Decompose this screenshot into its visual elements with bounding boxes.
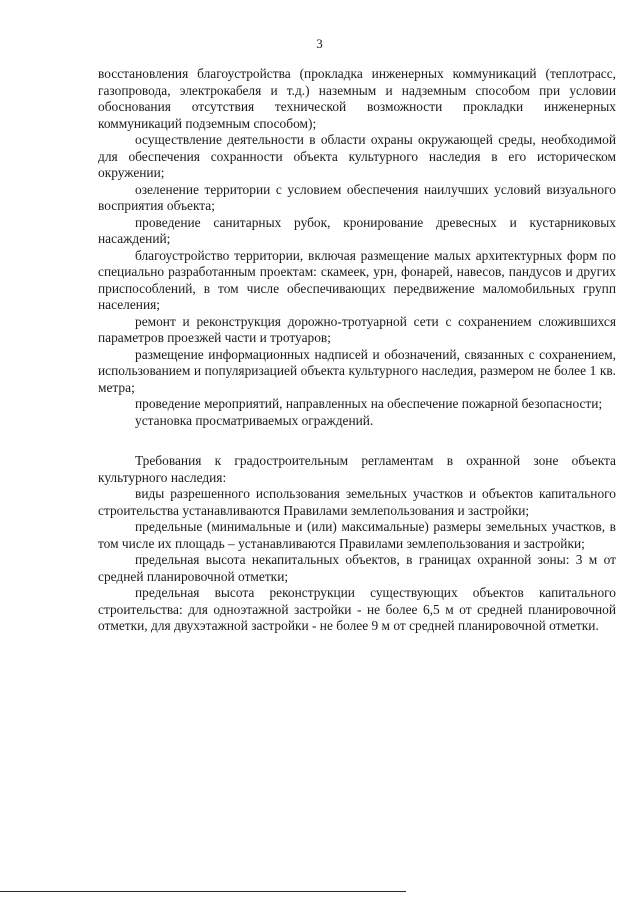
paragraph-reconstruction-height: предельная высота реконструкции существующих объектов капитального строительства: для одноэтажной застройки - не более 6,5 м от средней планировочной отметки, для двухэтажной застройки - не более 9 м от средней планировочной отметки. [98, 585, 616, 633]
paragraph-requirements-heading: Требования к градостроительным регламентам в охранной зоне объекта культурного наследия: [98, 453, 616, 485]
paragraph-road-repair: ремонт и реконструкция дорожно-тротуарной сети с сохранением сложившихся параметров проезжей части и тротуаров; [98, 313, 616, 345]
paragraph-fences: установка просматриваемых ограждений. [135, 412, 374, 428]
paragraph-information-signs: размещение информационных надписей и обозначений, связанных с сохранением, использованием и популяризацией объекта культурного наследия, размером не более 1 кв. метра; [98, 346, 616, 395]
paragraph-gap [98, 429, 616, 453]
footer-rule [0, 891, 406, 892]
section-permitted-works [98, 66, 616, 429]
paragraph-temporary-height: предельная высота некапитальных объектов, в границах охранной зоны: 3 м от средней планировочной отметки; [98, 552, 616, 584]
section-zoning-requirements [98, 453, 616, 635]
paragraph-infrastructure-restoration: восстановления благоустройства (прокладка инженерных коммуникаций (теплотрасс, газопровода, электрокабеля и т.д.) наземным и надземным способом при условии обоснования отсутствия технической возможности прокладки инженерных коммуникаций подземным способом); [98, 66, 616, 131]
paragraph-environment-protection: осуществление деятельности в области охраны окружающей среды, необходимой для обеспечения сохранности объекта культурного наследия в его историческом окружении; [98, 132, 616, 180]
paragraph-plot-sizes: предельные (минимальные и (или) максимальные) размеры земельных участков, в том числе их площадь – устанавливаются Правилами землепользования и застройки; [98, 519, 616, 551]
paragraph-landscaping: озеленение территории с условием обеспечения наилучших условий визуального восприятия объекта; [98, 181, 616, 213]
paragraph-fire-safety: проведение мероприятий, направленных на обеспечение пожарной безопасности; [135, 396, 603, 411]
page-number: 3 [316, 36, 323, 51]
paragraph-permitted-use: виды разрешенного использования земельных участков и объектов капитального строительства устанавливаются Правилами землепользования и застройки; [98, 486, 616, 518]
paragraph-territory-improvement: благоустройство территории, включая размещение малых архитектурных форм по специально разработанным проектам: скамеек, урн, фонарей, навесов, пандусов и других приспособлений, в том числе обеспечивающих передвижение маломобильных групп населения; [98, 247, 616, 312]
document-body [98, 66, 616, 635]
paragraph-sanitary-felling: проведение санитарных рубок, кронирование древесных и кустарниковых насаждений; [98, 214, 616, 246]
